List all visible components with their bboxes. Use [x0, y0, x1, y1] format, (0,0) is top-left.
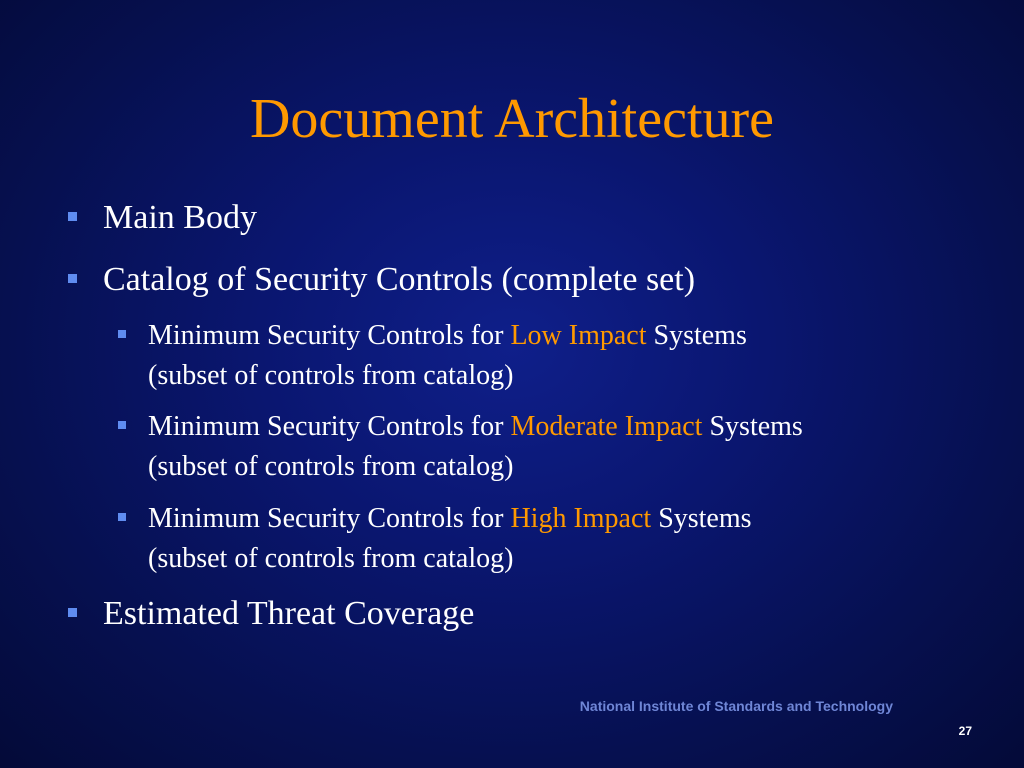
sub-bullet-prefix: Minimum Security Controls for: [148, 320, 511, 351]
sub-bullet-line-1: [148, 407, 803, 447]
bullet-text: Estimated Threat Coverage: [103, 595, 475, 632]
slide-title: Document Architecture: [249, 88, 774, 150]
sub-bullet-line-1: [148, 499, 752, 539]
sub-bullet-suffix: Systems: [646, 320, 747, 351]
footer-organization: National Institute of Standards and Technology: [579, 698, 893, 714]
impact-level-highlight: Moderate Impact: [510, 411, 703, 442]
bullet-square-icon: [118, 421, 126, 429]
bullet-text: Main Body: [103, 199, 257, 236]
sub-bullet-prefix: Minimum Security Controls for: [148, 411, 511, 442]
bullet-square-icon: [68, 608, 77, 617]
page-number: 27: [958, 724, 972, 738]
impact-level-highlight: Low Impact: [510, 320, 647, 351]
sub-bullet-prefix: Minimum Security Controls for: [148, 503, 511, 534]
bullet-text: Catalog of Security Controls (complete set): [103, 261, 696, 298]
sub-bullet-line-2: (subset of controls from catalog): [148, 360, 514, 391]
sub-bullet-line-1: [148, 316, 747, 356]
impact-level-highlight: High Impact: [510, 503, 652, 534]
sub-bullet-suffix: Systems: [651, 503, 752, 534]
sub-bullet-line-2: (subset of controls from catalog): [148, 543, 514, 574]
bullet-square-icon: [118, 513, 126, 521]
bullet-square-icon: [118, 330, 126, 338]
bullet-square-icon: [68, 274, 77, 283]
sub-bullet-line-2: (subset of controls from catalog): [148, 451, 514, 482]
sub-bullet-suffix: Systems: [702, 411, 803, 442]
bullet-square-icon: [68, 212, 77, 221]
